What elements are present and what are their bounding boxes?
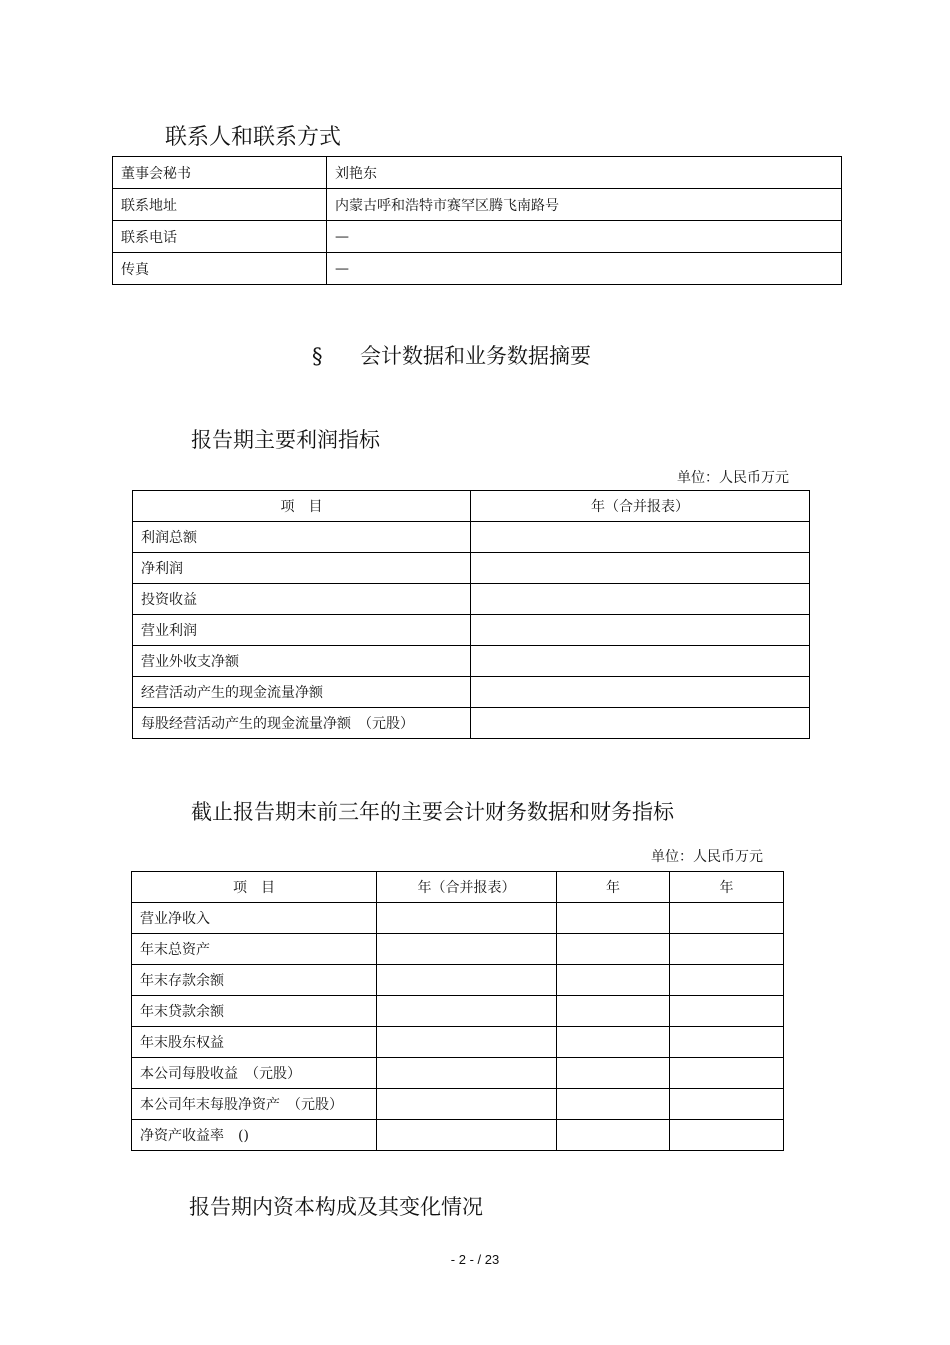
- profit-unit: 单位：人民币万元: [677, 470, 789, 486]
- profit-heading: 报告期主要利润指标: [191, 428, 380, 452]
- table-row: [133, 522, 810, 553]
- value-cell: [557, 965, 670, 996]
- contact-label: 传真: [113, 253, 327, 285]
- value-cell: [471, 615, 810, 646]
- table-row: [113, 253, 842, 285]
- row-label: 净利润: [133, 553, 471, 584]
- table-row: [132, 1027, 784, 1058]
- table-row: [133, 677, 810, 708]
- table-row: [132, 1058, 784, 1089]
- table-header-row: [132, 872, 784, 903]
- table-row: [132, 965, 784, 996]
- table-row: [132, 1089, 784, 1120]
- row-label: 营业利润: [133, 615, 471, 646]
- row-label: 年末总资产: [132, 934, 377, 965]
- table-row: [132, 996, 784, 1027]
- value-cell: [377, 1027, 557, 1058]
- table-row: [132, 934, 784, 965]
- column-header: 年（合并报表）: [471, 491, 810, 522]
- value-cell: [377, 965, 557, 996]
- table-row: [133, 584, 810, 615]
- value-cell: [670, 996, 784, 1027]
- contact-value: —: [327, 221, 842, 253]
- value-cell: [471, 553, 810, 584]
- value-cell: [557, 1027, 670, 1058]
- row-label: 每股经营活动产生的现金流量净额 （元股）: [133, 708, 471, 739]
- column-header: 项 目: [133, 491, 471, 522]
- row-label: 本公司年末每股净资产 （元股）: [132, 1089, 377, 1120]
- value-cell: [670, 1120, 784, 1151]
- value-cell: [557, 934, 670, 965]
- value-cell: [377, 1058, 557, 1089]
- table-row: [133, 553, 810, 584]
- row-label: 年末存款余额: [132, 965, 377, 996]
- section-title: 会计数据和业务数据摘要: [360, 344, 591, 368]
- table-row: [113, 221, 842, 253]
- value-cell: [670, 903, 784, 934]
- row-label: 营业外收支净额: [133, 646, 471, 677]
- contact-label: 董事会秘书: [113, 157, 327, 189]
- value-cell: [377, 996, 557, 1027]
- section-heading: [312, 340, 591, 370]
- value-cell: [471, 522, 810, 553]
- table-row: [133, 615, 810, 646]
- table-row: [113, 157, 842, 189]
- contact-label: 联系地址: [113, 189, 327, 221]
- value-cell: [557, 996, 670, 1027]
- value-cell: [377, 1120, 557, 1151]
- value-cell: [670, 1058, 784, 1089]
- contact-value: —: [327, 253, 842, 285]
- table-row: [132, 1120, 784, 1151]
- value-cell: [557, 1058, 670, 1089]
- value-cell: [557, 903, 670, 934]
- profit-table: [132, 490, 810, 739]
- capital-heading: 报告期内资本构成及其变化情况: [189, 1195, 483, 1219]
- contact-table: [112, 156, 842, 285]
- contact-heading: 联系人和联系方式: [165, 125, 342, 150]
- row-label: 投资收益: [133, 584, 471, 615]
- value-cell: [670, 1027, 784, 1058]
- value-cell: [670, 965, 784, 996]
- column-header: 年: [670, 872, 784, 903]
- three-year-heading: 截止报告期末前三年的主要会计财务数据和财务指标: [191, 800, 674, 824]
- contact-value: 内蒙古呼和浩特市赛罕区腾飞南路号: [327, 189, 842, 221]
- table-row: [113, 189, 842, 221]
- value-cell: [471, 584, 810, 615]
- value-cell: [557, 1120, 670, 1151]
- value-cell: [471, 708, 810, 739]
- row-label: 净资产收益率 (): [132, 1120, 377, 1151]
- value-cell: [377, 903, 557, 934]
- table-row: [133, 708, 810, 739]
- contact-value: 刘艳东: [327, 157, 842, 189]
- column-header: 年（合并报表）: [377, 872, 557, 903]
- value-cell: [377, 1089, 557, 1120]
- column-header: 年: [557, 872, 670, 903]
- contact-label: 联系电话: [113, 221, 327, 253]
- table-header-row: [133, 491, 810, 522]
- row-label: 营业净收入: [132, 903, 377, 934]
- column-header: 项 目: [132, 872, 377, 903]
- value-cell: [670, 934, 784, 965]
- row-label: 年末贷款余额: [132, 996, 377, 1027]
- page-number: - 2 - / 23: [450, 1252, 500, 1267]
- value-cell: [670, 1089, 784, 1120]
- section-symbol: §: [312, 344, 323, 368]
- table-row: [132, 903, 784, 934]
- row-label: 本公司每股收益 （元股）: [132, 1058, 377, 1089]
- row-label: 利润总额: [133, 522, 471, 553]
- value-cell: [377, 934, 557, 965]
- table-row: [133, 646, 810, 677]
- row-label: 经营活动产生的现金流量净额: [133, 677, 471, 708]
- value-cell: [471, 646, 810, 677]
- row-label: 年末股东权益: [132, 1027, 377, 1058]
- value-cell: [471, 677, 810, 708]
- value-cell: [557, 1089, 670, 1120]
- three-year-table: [131, 871, 784, 1151]
- three-year-unit: 单位：人民币万元: [651, 849, 763, 865]
